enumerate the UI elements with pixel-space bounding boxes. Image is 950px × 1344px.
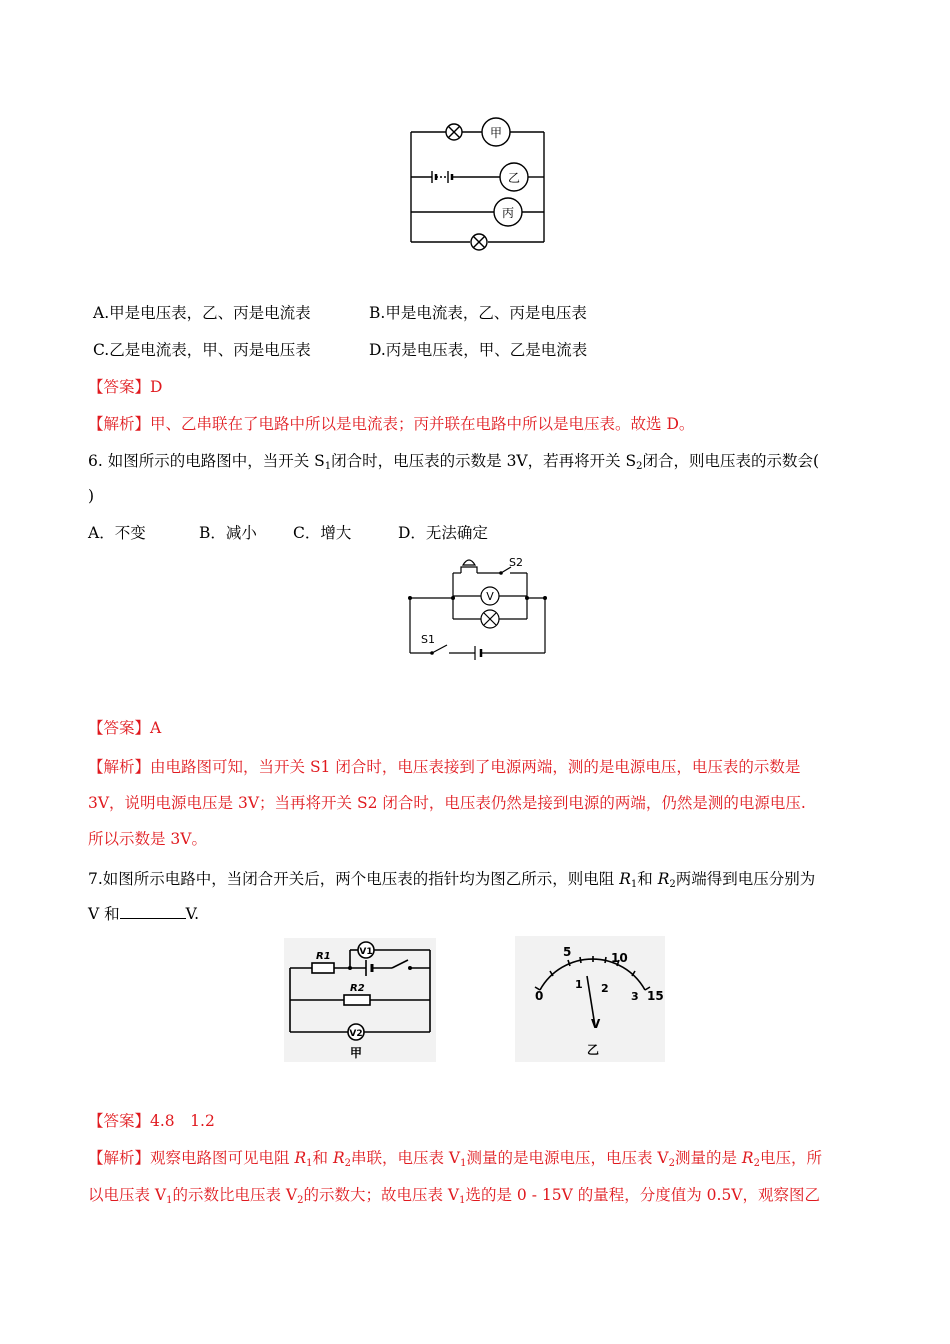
answer-tag: 【答案】 bbox=[88, 378, 151, 396]
analysis-text: 电压，所 bbox=[759, 1149, 822, 1167]
q7-stem-text: 7.如图所示电路中，当闭合开关后，两个电压表的指针均为图乙所示，则电阻 bbox=[88, 870, 620, 888]
q6-analysis-line-3: 所以示数是 3V。 bbox=[88, 830, 207, 848]
answer-value: A bbox=[150, 719, 162, 737]
q5-circuit-figure bbox=[408, 118, 548, 253]
q6-s2-sub: 2 bbox=[636, 461, 643, 472]
q5-option-c: C.乙是电流表，甲、丙是电压表 bbox=[93, 341, 311, 359]
r1-sub: 1 bbox=[630, 879, 638, 890]
q6-stem-line-2: ) bbox=[88, 487, 95, 505]
r1-symbol: R bbox=[294, 1149, 307, 1167]
r2-sub: 2 bbox=[669, 879, 676, 890]
r1-sub: 1 bbox=[306, 1158, 313, 1169]
analysis-text: 以电压表 V bbox=[88, 1186, 167, 1204]
meter-jia-label: 甲 bbox=[489, 126, 503, 140]
q6-stem-text: 闭合时，电压表的示数是 3V，若再将开关 S bbox=[331, 452, 637, 470]
analysis-text: 选的是 0 - 15V 的量程，分度值为 0.5V，观察图乙 bbox=[465, 1186, 820, 1204]
q6-s1-sub: 1 bbox=[324, 461, 332, 472]
unit-label: V bbox=[591, 1017, 601, 1031]
q6-option-d: D．无法确定 bbox=[398, 524, 488, 542]
v2-sub: 2 bbox=[297, 1195, 304, 1206]
answer-tag: 【答案】 bbox=[88, 719, 151, 737]
q7-stem-line-2 bbox=[88, 903, 199, 925]
analysis-text: 的示数大；故电压表 V bbox=[303, 1186, 460, 1204]
answer-value: 4.8 1.2 bbox=[150, 1112, 215, 1130]
q6-analysis-line-2: 3V，说明电源电压是 3V；当再将开关 S2 闭合时，电压表仍然是接到电源的两端，仍然是测的电源电压. bbox=[88, 794, 806, 812]
analysis-text: 和 bbox=[312, 1149, 333, 1167]
q7-stem-text: V. bbox=[185, 905, 200, 923]
q6-option-b: B．减小 bbox=[199, 524, 257, 542]
yi-caption: 乙 bbox=[586, 1043, 600, 1057]
q5-answer bbox=[88, 376, 162, 398]
v1-sub: 1 bbox=[460, 1158, 467, 1169]
v1-sub: 1 bbox=[459, 1195, 466, 1206]
r2-symbol: R bbox=[741, 1149, 754, 1167]
analysis-tag: 【解析】 bbox=[88, 1149, 151, 1167]
q5-option-a: A.甲是电压表，乙、丙是电流表 bbox=[93, 304, 311, 322]
tick-2: 2 bbox=[601, 982, 609, 995]
q7-figure-yi bbox=[515, 936, 665, 1062]
analysis-tag: 【解析】 bbox=[88, 415, 151, 433]
s1-label: S1 bbox=[421, 633, 435, 646]
analysis-text: 测量的是电源电压，电压表 V bbox=[466, 1149, 669, 1167]
analysis-text: 的示数比电压表 V bbox=[172, 1186, 298, 1204]
analysis-text: 串联，电压表 V bbox=[350, 1149, 461, 1167]
q7-stem-text: V 和 bbox=[88, 905, 120, 923]
tick-15: 15 bbox=[647, 989, 664, 1003]
answer-blank[interactable] bbox=[120, 904, 186, 919]
analysis-text: 由电路图可知，当开关 S1 闭合时，电压表接到了电源两端，测的是电源电压，电压表的示数是 bbox=[150, 758, 801, 776]
v1-sub: 1 bbox=[166, 1195, 173, 1206]
q5-option-d: D.丙是电压表，甲、乙是电流表 bbox=[369, 341, 588, 359]
q6-circuit-figure bbox=[405, 553, 550, 658]
analysis-tag: 【解析】 bbox=[88, 758, 151, 776]
v2-sub: 2 bbox=[668, 1158, 675, 1169]
q5-option-b: B.甲是电流表，乙、丙是电压表 bbox=[369, 304, 587, 322]
q7-figure-jia bbox=[284, 938, 436, 1062]
tick-10: 10 bbox=[611, 951, 628, 965]
meter-yi-label: 乙 bbox=[507, 171, 521, 185]
q6-analysis-line-1 bbox=[88, 756, 800, 778]
q7-stem-text: 和 bbox=[637, 870, 658, 888]
jia-caption: 甲 bbox=[349, 1046, 363, 1060]
tick-0: 0 bbox=[535, 989, 544, 1003]
r2-symbol: R bbox=[657, 870, 670, 888]
v1-label: V1 bbox=[359, 947, 373, 957]
answer-tag: 【答案】 bbox=[88, 1112, 151, 1130]
q6-stem-line-1 bbox=[88, 450, 819, 472]
r2-symbol: R bbox=[332, 1149, 345, 1167]
tick-3: 3 bbox=[631, 990, 639, 1003]
q6-stem-text: 6. 如图所示的电路图中，当开关 S bbox=[88, 452, 325, 470]
q6-option-c: C．增大 bbox=[293, 524, 352, 542]
tick-1: 1 bbox=[575, 978, 583, 991]
tick-5: 5 bbox=[563, 945, 572, 959]
q6-option-a: A．不变 bbox=[88, 524, 146, 542]
q7-answer bbox=[88, 1110, 215, 1132]
q7-stem-text: 两端得到电压分别为 bbox=[675, 870, 816, 888]
answer-value: D bbox=[150, 378, 163, 396]
r2-sub: 2 bbox=[753, 1158, 760, 1169]
analysis-text: 测量的是 bbox=[674, 1149, 742, 1167]
q6-answer bbox=[88, 717, 161, 739]
voltmeter-label: V bbox=[486, 590, 494, 603]
meter-bing-label: 丙 bbox=[501, 206, 515, 220]
analysis-text: 甲、乙串联在了电路中所以是电流表；丙并联在电路中所以是电压表。故选 D。 bbox=[150, 415, 695, 433]
r2-label: R2 bbox=[350, 983, 365, 994]
r1-label: R1 bbox=[316, 951, 331, 962]
q6-stem-text: 闭合，则电压表的示数会( bbox=[642, 452, 820, 470]
r1-symbol: R bbox=[619, 870, 631, 888]
r2-sub: 2 bbox=[344, 1158, 351, 1169]
q7-analysis-line-1 bbox=[88, 1147, 822, 1169]
analysis-text: 观察电路图可见电阻 bbox=[150, 1149, 295, 1167]
q7-stem-line-1 bbox=[88, 868, 815, 890]
v2-label: V2 bbox=[349, 1029, 363, 1039]
q7-analysis-line-2 bbox=[88, 1184, 820, 1206]
s2-label: S2 bbox=[509, 556, 523, 569]
q5-analysis bbox=[88, 413, 694, 435]
